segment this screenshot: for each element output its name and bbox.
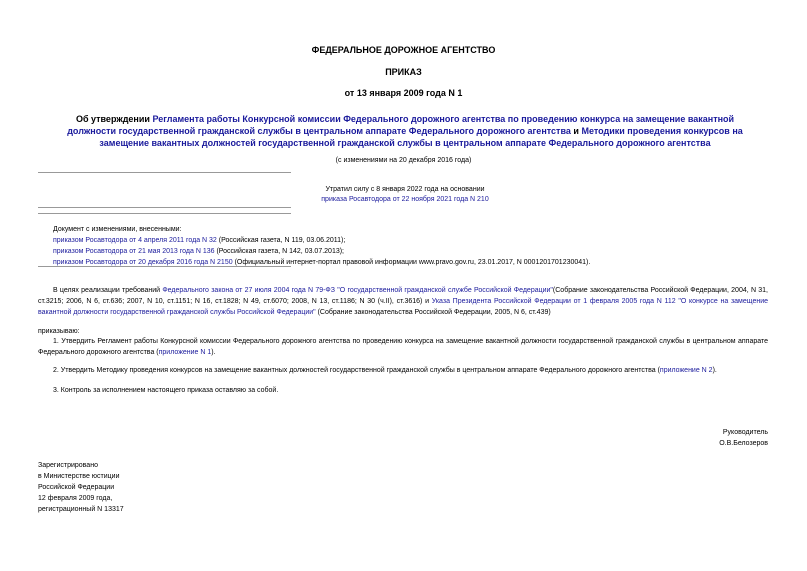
signature-block <box>640 427 768 449</box>
doc-date-number: от 13 января 2009 года N 1 <box>344 88 463 98</box>
amendments-heading: Документ с изменениями, внесенными: <box>53 226 182 233</box>
preamble-text: В целях реализации требований <box>53 287 163 294</box>
presidential-decree-link[interactable]: Указа Президента Российской Федерации от 1 февраля 2005 года N 112 "О конкурсе на замещение вакантной должности государственной гражданской службы Российской Федерации" <box>38 298 769 316</box>
signatory-name: О.В.Белозеров <box>719 440 768 447</box>
amendment-link[interactable]: приказом Росавтодора от 21 мая 2013 года N 136 <box>53 248 215 255</box>
federal-law-link[interactable]: Федерального закона от 27 июля 2004 года N 79-ФЗ "О государственной гражданской службе Российской Федерации" <box>162 287 553 294</box>
registration-line: Российской Федерации <box>38 484 115 491</box>
order-item-text: ). <box>712 367 717 374</box>
amendment-link[interactable]: приказом Росавтодора от 20 декабря 2016 года N 2150 <box>53 259 233 266</box>
title-link-methodology[interactable]: Методики проведения конкурсов на замещение вакантных должностей государственной гражданской службы в центральном аппарате Федерального дорожного агентства <box>99 126 743 148</box>
appendix-2-link[interactable]: приложение N 2 <box>659 367 713 374</box>
invalid-text: Утратил силу с 8 января 2022 года на основании <box>325 186 485 193</box>
amendment-link[interactable]: приказом Росавтодора от 4 апреля 2011 года N 32 <box>53 237 217 244</box>
registration-line: в Министерстве юстиции <box>38 473 120 480</box>
changes-note: (с изменениями на 20 декабря 2016 года) <box>335 157 472 164</box>
title-link-regulation[interactable]: Регламента работы Конкурсной комиссии Федерального дорожного агентства по проведению конкурса на замещение вакантной должности государственной гражданской службы в центральном аппарате Федерального дорожного агентства <box>67 114 735 136</box>
divider <box>38 266 291 267</box>
registration-line: Зарегистрировано <box>38 462 98 469</box>
divider <box>38 213 291 214</box>
amendment-source: (Официальный интернет-портал правовой информации www.pravo.gov.ru, 23.01.2017, N 0001201701230041). <box>232 259 591 266</box>
title-prefix: Об утверждении <box>75 114 150 124</box>
agency-heading: ФЕДЕРАЛЬНОЕ ДОРОЖНОЕ АГЕНТСТВО <box>311 45 496 55</box>
amendment-source: (Российская газета, N 142, 03.07.2013); <box>214 248 345 255</box>
doc-type-heading: ПРИКАЗ <box>385 67 422 77</box>
appendix-1-link[interactable]: приложение N 1 <box>158 349 212 356</box>
amendment-source: (Российская газета, N 119, 03.06.2011); <box>216 237 346 244</box>
amendments-list <box>53 224 590 268</box>
preamble-text: (Собрание законодательства Российской Федерации, 2005, N 6, ст.439) <box>315 309 551 316</box>
divider <box>38 172 291 173</box>
registration-line: регистрационный N 13317 <box>38 506 124 513</box>
amendment-item <box>53 235 590 246</box>
divider <box>38 207 291 208</box>
document-title <box>55 113 755 149</box>
orders-word: приказываю: <box>38 328 80 335</box>
signatory-role: Руководитель <box>722 429 768 436</box>
order-item-text: 1. Утвердить Регламент работы Конкурсной комиссии Федерального дорожного агентства по проведению конкурса на замещение вакантной должности государственной гражданской службы в центральном аппарате Федерального дорожного агентства ( <box>38 338 768 356</box>
order-item-3: 3. Контроль за исполнением настоящего приказа оставляю за собой. <box>53 387 279 394</box>
preamble-text: (Собрание законодательства Российской Федерации, 2004, N 31, ст.3215; 2006, N 6, ст.636; 2007, N 10, ст.1151; N 16, ст.1828; N 49, ст.6070; 2008, N 13, ст.1186; N 30 (ч.II), ст.3616) и <box>38 287 768 305</box>
order-item-2 <box>38 365 768 376</box>
order-item-1 <box>38 336 768 358</box>
amendment-item <box>53 246 590 257</box>
order-item-text: 2. Утвердить Методику проведения конкурсов на замещение вакантных должностей государственной гражданской службы в центральном аппарате Федерального дорожного агентства ( <box>53 367 660 374</box>
order-item-text: ). <box>211 349 216 356</box>
title-conjunction: и <box>573 126 579 136</box>
registration-block <box>38 460 124 515</box>
registration-line: 12 февраля 2009 года, <box>38 495 113 502</box>
invalid-basis-link[interactable]: приказа Росавтодора от 22 ноября 2021 года N 210 <box>321 196 489 203</box>
invalid-notice <box>300 185 510 205</box>
preamble-paragraph <box>38 285 768 318</box>
